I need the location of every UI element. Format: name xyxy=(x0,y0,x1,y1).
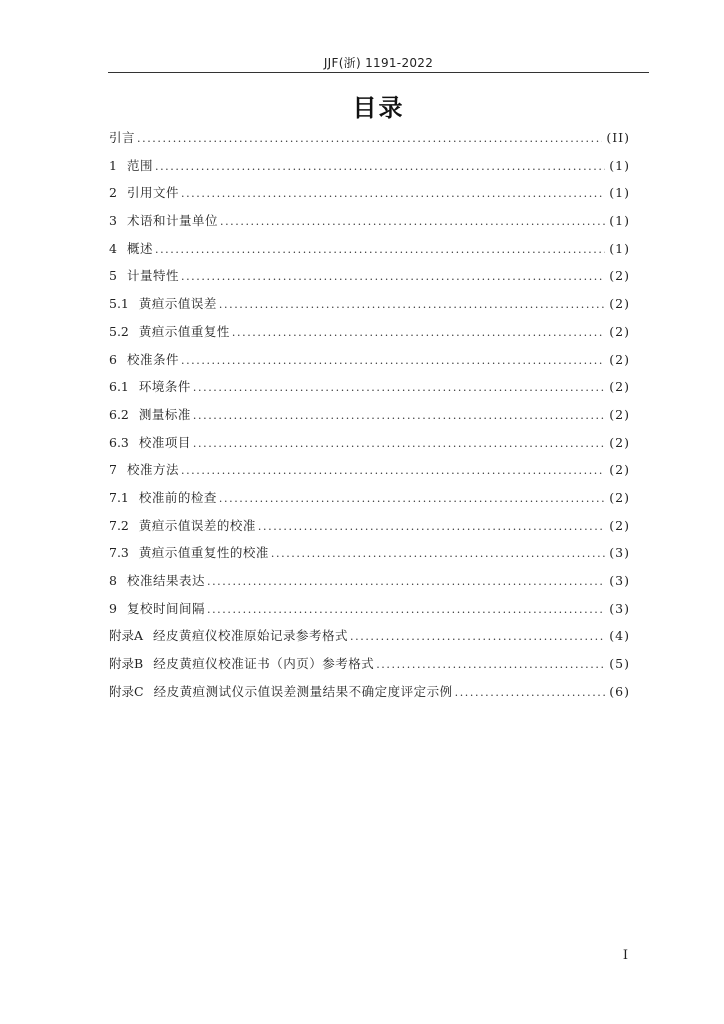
toc-entry-title: 概述 xyxy=(126,240,153,256)
header-divider xyxy=(108,72,649,73)
toc-entry-number: 8 xyxy=(109,573,117,588)
toc-entry[interactable] xyxy=(109,262,630,290)
toc-entry-page: (1) xyxy=(609,185,630,201)
toc-entry[interactable] xyxy=(109,678,630,706)
toc-entry[interactable] xyxy=(109,179,630,207)
toc-entry-page: (1) xyxy=(609,240,630,256)
toc-entry-number: 7 xyxy=(109,462,117,478)
toc-entry-page: (1) xyxy=(609,157,630,173)
toc-entry-number: 6 xyxy=(109,351,117,367)
toc-entry-number: 7.3 xyxy=(109,545,129,561)
toc-entry-number: 9 xyxy=(109,600,117,616)
toc-entry-title: 测量标准 xyxy=(138,406,191,422)
toc-entry-page: (II) xyxy=(606,130,630,145)
toc-title: 目录 xyxy=(352,94,405,122)
toc-entry-number: 附录C xyxy=(109,683,144,699)
toc-dot-leader xyxy=(193,402,605,430)
toc-entry-page: (2) xyxy=(609,351,630,367)
toc-entry-title: 经皮黄疸仪校准证书（内页）参考格式 xyxy=(153,656,375,672)
toc-dot-leader xyxy=(181,180,605,208)
toc-entry-title: 校准结果表达 xyxy=(126,573,205,588)
toc-entry[interactable] xyxy=(109,512,630,540)
toc-entry-number: 2 xyxy=(109,185,117,201)
toc-entry[interactable] xyxy=(109,429,630,457)
toc-entry-number: 6.1 xyxy=(109,379,129,395)
toc-entry[interactable] xyxy=(109,346,630,374)
toc-entry-page: (2) xyxy=(609,323,630,339)
toc-entry-number: 6.3 xyxy=(109,434,129,450)
toc-entry[interactable] xyxy=(109,595,630,623)
toc-dot-leader xyxy=(220,208,605,236)
toc-entry-page: (1) xyxy=(609,213,630,229)
toc-dot-leader xyxy=(181,347,605,375)
toc-entry-title: 复校时间间隔 xyxy=(126,600,205,616)
toc-entry-title: 校准前的检查 xyxy=(138,489,217,505)
toc-entry-title: 引言 xyxy=(109,130,136,145)
toc-dot-leader xyxy=(455,679,606,707)
table-of-contents xyxy=(109,124,630,705)
toc-entry-number: 6.2 xyxy=(109,406,129,422)
toc-dot-leader xyxy=(350,623,605,651)
toc-entry[interactable] xyxy=(109,235,630,263)
toc-dot-leader xyxy=(155,153,605,181)
toc-entry[interactable] xyxy=(109,456,630,484)
toc-entry[interactable] xyxy=(109,152,630,180)
toc-entry-number: 5.1 xyxy=(109,296,129,312)
toc-dot-leader xyxy=(376,651,605,679)
toc-entry-page: (2) xyxy=(609,379,630,395)
toc-entry-page: (2) xyxy=(609,517,630,533)
toc-entry-page: (4) xyxy=(609,628,630,644)
toc-entry-page: (5) xyxy=(609,656,630,672)
toc-entry-title: 校准方法 xyxy=(126,462,179,478)
toc-entry[interactable] xyxy=(109,622,630,650)
toc-entry[interactable] xyxy=(109,401,630,429)
toc-entry-number: 7.2 xyxy=(109,517,129,533)
toc-entry-title: 黄疸示值重复性 xyxy=(138,323,230,339)
toc-entry[interactable] xyxy=(109,484,630,512)
toc-dot-leader xyxy=(219,485,605,513)
toc-entry-page: (2) xyxy=(609,462,630,478)
toc-entry[interactable] xyxy=(109,290,630,318)
page-number: I xyxy=(622,948,628,963)
toc-entry-page: (2) xyxy=(609,296,630,312)
toc-entry-title: 黄疸示值误差的校准 xyxy=(138,517,256,533)
toc-entry-number: 1 xyxy=(109,157,117,173)
toc-entry-number: 4 xyxy=(109,240,117,256)
toc-entry-number: 3 xyxy=(109,213,117,229)
toc-dot-leader xyxy=(207,568,605,596)
toc-entry-page: (2) xyxy=(609,268,630,284)
toc-entry-page: (3) xyxy=(609,600,630,616)
toc-entry[interactable] xyxy=(109,207,630,235)
toc-entry-page: (2) xyxy=(609,434,630,450)
document-code-header: JJF(浙) 1191-2022 xyxy=(323,56,434,70)
toc-entry-title: 黄疸示值重复性的校准 xyxy=(138,545,269,561)
toc-entry-number: 5 xyxy=(109,268,117,284)
toc-dot-leader xyxy=(193,374,605,402)
toc-entry-number: 5.2 xyxy=(109,323,129,339)
toc-entry-title: 引用文件 xyxy=(126,185,179,201)
toc-dot-leader xyxy=(258,513,605,541)
toc-entry-title: 黄疸示值误差 xyxy=(138,296,217,312)
toc-dot-leader xyxy=(193,430,605,458)
toc-entry-page: (6) xyxy=(609,683,630,699)
toc-entry-title: 计量特性 xyxy=(126,268,179,284)
toc-entry-number: 附录B xyxy=(109,656,144,672)
toc-entry[interactable] xyxy=(109,567,630,595)
toc-entry-title: 经皮黄疸测试仪示值误差测量结果不确定度评定示例 xyxy=(153,683,453,699)
toc-dot-leader xyxy=(155,236,605,264)
toc-dot-leader xyxy=(207,596,605,624)
toc-dot-leader xyxy=(181,457,605,485)
toc-entry-title: 经皮黄疸仪校准原始记录参考格式 xyxy=(153,628,349,644)
toc-entry-title: 校准项目 xyxy=(138,434,191,450)
toc-dot-leader xyxy=(181,263,605,291)
toc-entry[interactable] xyxy=(109,650,630,678)
toc-entry[interactable] xyxy=(109,373,630,401)
toc-entry[interactable] xyxy=(109,318,630,346)
toc-entry[interactable] xyxy=(109,124,630,152)
toc-entry-page: (2) xyxy=(609,406,630,422)
toc-entry-page: (2) xyxy=(609,489,630,505)
toc-dot-leader xyxy=(232,319,605,347)
toc-entry-page: (3) xyxy=(609,545,630,561)
toc-entry-title: 术语和计量单位 xyxy=(126,213,218,229)
toc-entry-number: 7.1 xyxy=(109,489,129,505)
toc-dot-leader xyxy=(219,291,605,319)
toc-entry-page: (3) xyxy=(609,573,630,588)
toc-entry[interactable] xyxy=(109,539,630,567)
toc-entry-number: 附录A xyxy=(109,628,144,644)
toc-entry-title: 校准条件 xyxy=(126,351,179,367)
toc-dot-leader xyxy=(271,540,605,568)
toc-entry-title: 环境条件 xyxy=(138,379,191,395)
toc-dot-leader xyxy=(137,125,602,153)
toc-entry-title: 范围 xyxy=(126,157,153,173)
